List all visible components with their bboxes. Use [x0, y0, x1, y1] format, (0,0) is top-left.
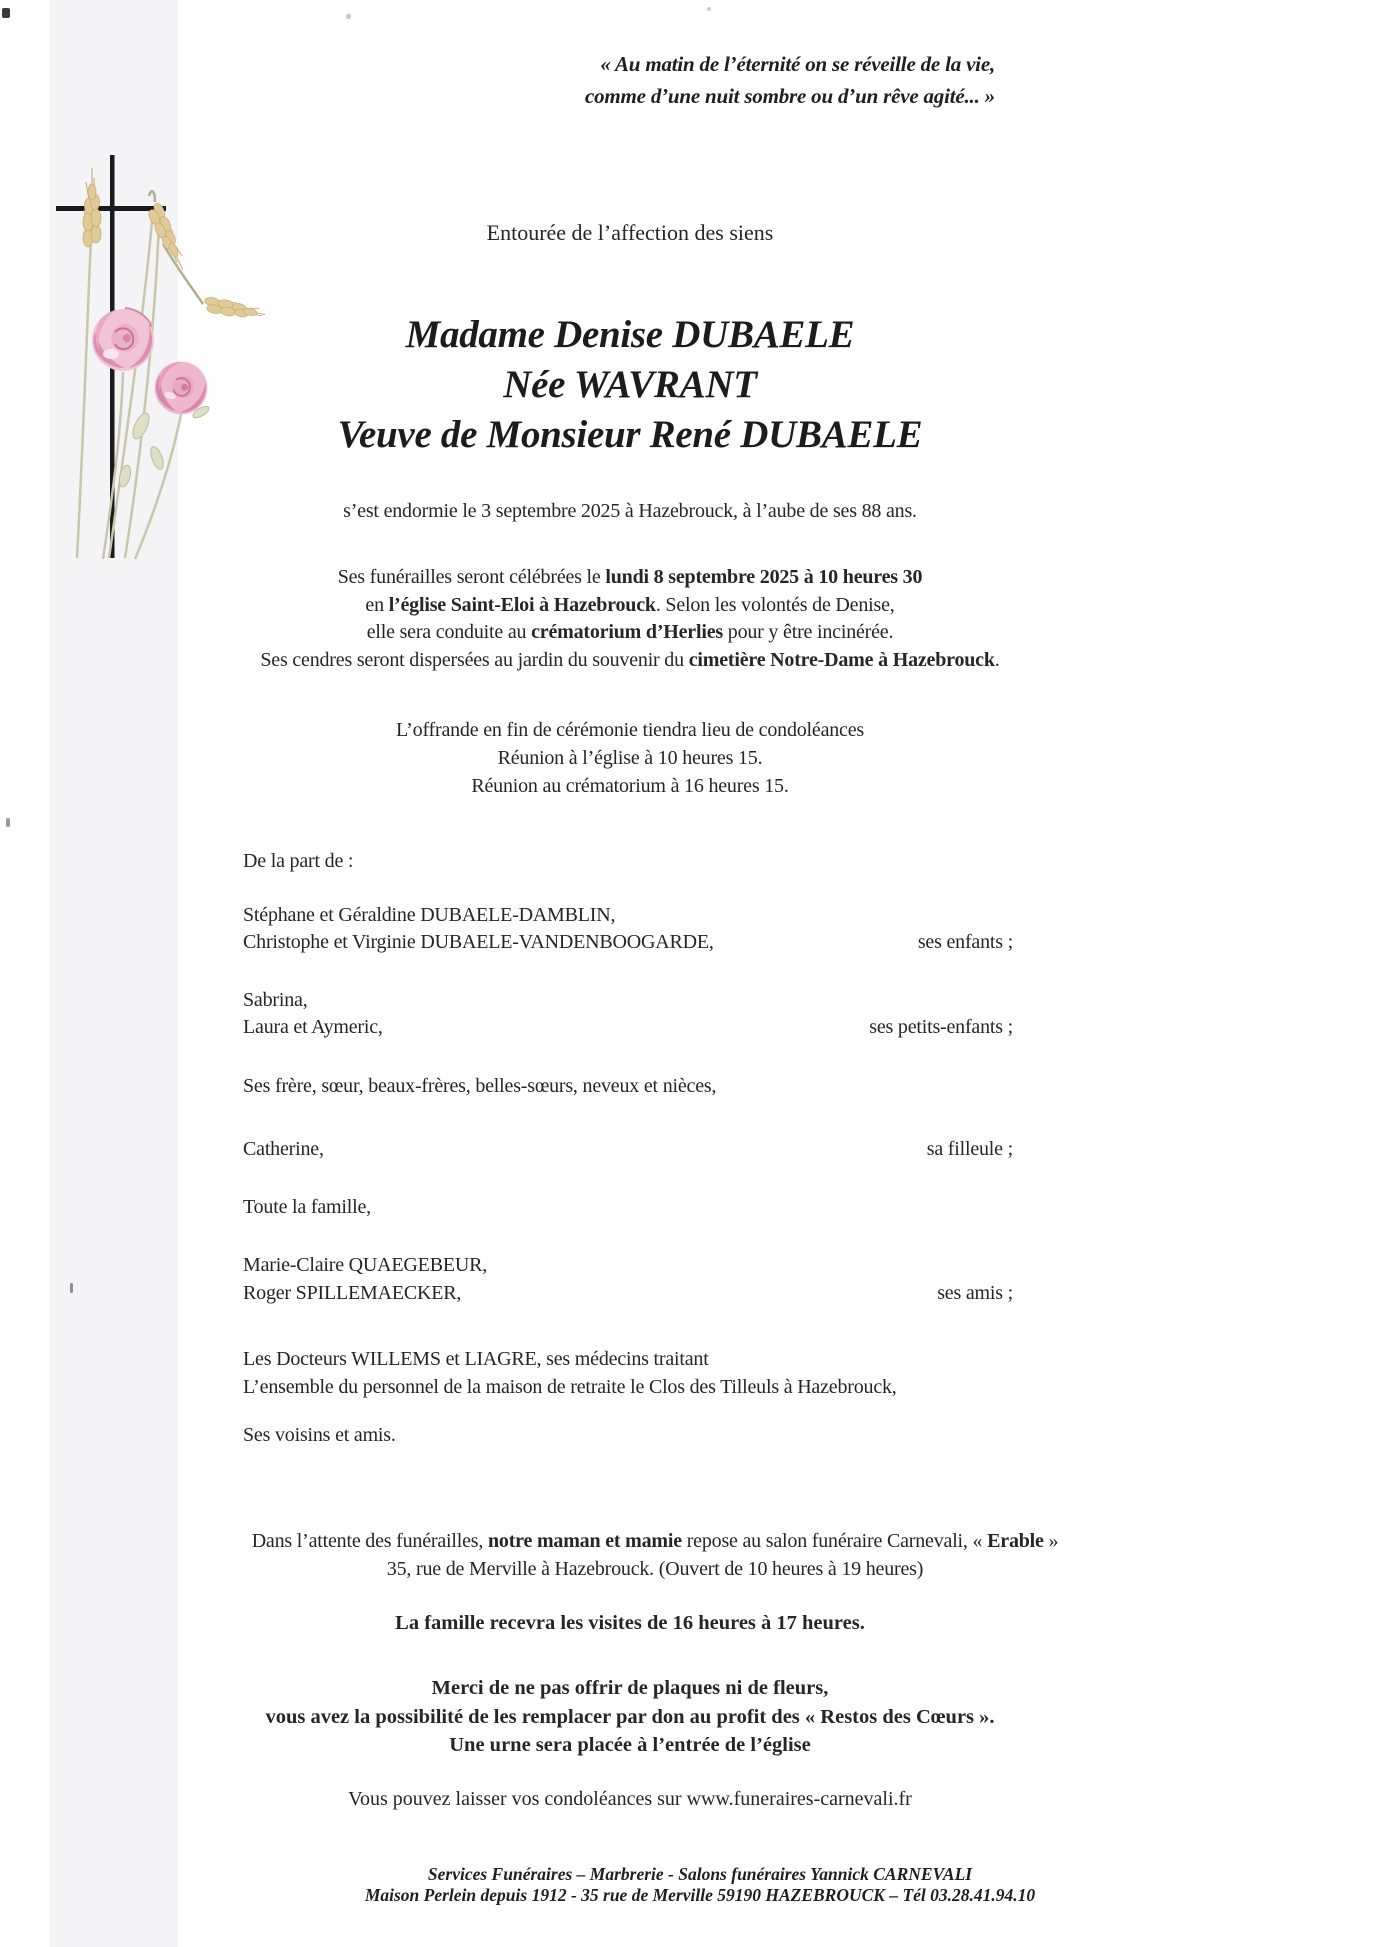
funeral-details [55, 564, 1205, 674]
family-name: Stéphane et Géraldine DUBAELE-DAMBLIN, [243, 903, 616, 926]
funeral-line-3: elle sera conduite au crématorium d’Herlies pour y être incinérée. [366, 621, 894, 643]
church-meeting-line: Réunion à l’église à 10 heures 15. [497, 747, 763, 769]
list-item [243, 1374, 1013, 1402]
family-name: Ses frère, sœur, beaux-frères, belles-sœurs, neveux et nièces, [243, 1074, 717, 1097]
deceased-maiden-name: Née WAVRANT [503, 363, 757, 406]
scan-artifact [6, 818, 10, 827]
donation-block [55, 1674, 1205, 1760]
quote-line-2: comme d’une nuit sombre ou d’un rêve agité... » [584, 84, 995, 108]
deceased-name: Madame Denise DUBAELE [405, 313, 855, 356]
donation-line-3: Une urne sera placée à l’entrée de l’église [449, 1734, 811, 1756]
family-name: Christophe et Virginie DUBAELE-VANDENBOOGARDE, [243, 931, 714, 953]
family-name: Ses voisins et amis. [243, 1424, 396, 1446]
list-item [243, 1073, 1013, 1101]
deceased-widow-line: Veuve de Monsieur René DUBAELE [337, 413, 923, 456]
family-name: Les Docteurs WILLEMS et LIAGRE, ses médecins traitant [243, 1348, 709, 1370]
family-name: Marie-Claire QUAEGEBEUR, [243, 1254, 488, 1276]
relation-label: ses enfants ; [917, 931, 1013, 953]
repose-line-1: Dans l’attente des funérailles, notre maman et mamie repose au salon funéraire Carnevali, « Erable » [251, 1530, 1059, 1552]
list-item [243, 1252, 1013, 1280]
relation-label: ses amis ; [937, 1281, 1013, 1304]
family-name: L’ensemble du personnel de la maison de retraite le Clos des Tilleuls à Hazebrouck, [243, 1375, 897, 1398]
relation-label: sa filleule ; [926, 1138, 1013, 1160]
opening-quote [355, 48, 995, 112]
death-notice: s’est endormie le 3 septembre 2025 à Hazebrouck, à l’aube de ses 88 ans. [343, 500, 917, 522]
family-list [243, 848, 1013, 1450]
condolences-line: Vous pouvez laisser vos condoléances sur www.funeraires-carnevali.fr [348, 1788, 912, 1810]
funeral-line-4: Ses cendres seront dispersées au jardin du souvenir du cimetière Notre-Dame à Hazebrouck. [260, 648, 1000, 671]
list-item [243, 1346, 1013, 1374]
family-name: Toute la famille, [243, 1195, 371, 1218]
family-name: Roger SPILLEMAECKER, [243, 1281, 462, 1304]
scan-artifact [707, 7, 711, 11]
scan-artifact [2, 8, 10, 18]
crematorium-meeting-line: Réunion au crématorium à 16 heures 15. [471, 775, 789, 797]
scan-artifact [346, 14, 351, 19]
repose-info [80, 1528, 1230, 1583]
list-item [243, 987, 1013, 1015]
family-name: Laura et Aymeric, [243, 1016, 383, 1038]
footer-line-2: Maison Perlein depuis 1912 - 35 rue de Merville 59190 HAZEBROUCK – Tél 03.28.41.94.10 [364, 1884, 1036, 1905]
from-label: De la part de : [243, 850, 354, 872]
deceased-name-block [55, 310, 1205, 460]
funeral-line-1: Ses funérailles seront célébrées le lundi 8 septembre 2025 à 10 heures 30 [337, 566, 923, 588]
repose-line-2: 35, rue de Merville à Hazebrouck. (Ouvert de 10 heures à 19 heures) [386, 1557, 924, 1580]
funeral-home-footer [100, 1864, 1300, 1905]
list-item [243, 1136, 1013, 1164]
offering-line: L’offrande en fin de cérémonie tiendra lieu de condoléances [396, 719, 864, 741]
quote-line-1: « Au matin de l’éternité on se réveille de la vie, [600, 52, 995, 76]
list-item [243, 1194, 1013, 1222]
footer-line-1: Services Funéraires – Marbrerie - Salons funéraires Yannick CARNEVALI [427, 1864, 973, 1884]
list-item [243, 1014, 1013, 1042]
scan-artifact [70, 1283, 73, 1293]
list-item [243, 929, 1013, 957]
donation-line-2: vous avez la possibilité de les remplacer par don au profit des « Restos des Cœurs ». [265, 1705, 995, 1728]
relation-label: ses petits-enfants ; [869, 1016, 1013, 1038]
list-item [243, 902, 1013, 930]
ceremony-details [55, 716, 1205, 800]
intro-line: Entourée de l’affection des siens [486, 220, 774, 245]
family-name: Sabrina, [243, 988, 308, 1011]
donation-line-1: Merci de ne pas offrir de plaques ni de fleurs, [431, 1677, 829, 1699]
funeral-line-2: en l’église Saint-Eloi à Hazebrouck. Selon les volontés de Denise, [365, 593, 895, 616]
visits-line: La famille recevra les visites de 16 heures à 17 heures. [395, 1612, 865, 1634]
list-item [243, 1280, 1013, 1308]
family-name: Catherine, [243, 1138, 324, 1160]
list-item [243, 1422, 1013, 1450]
